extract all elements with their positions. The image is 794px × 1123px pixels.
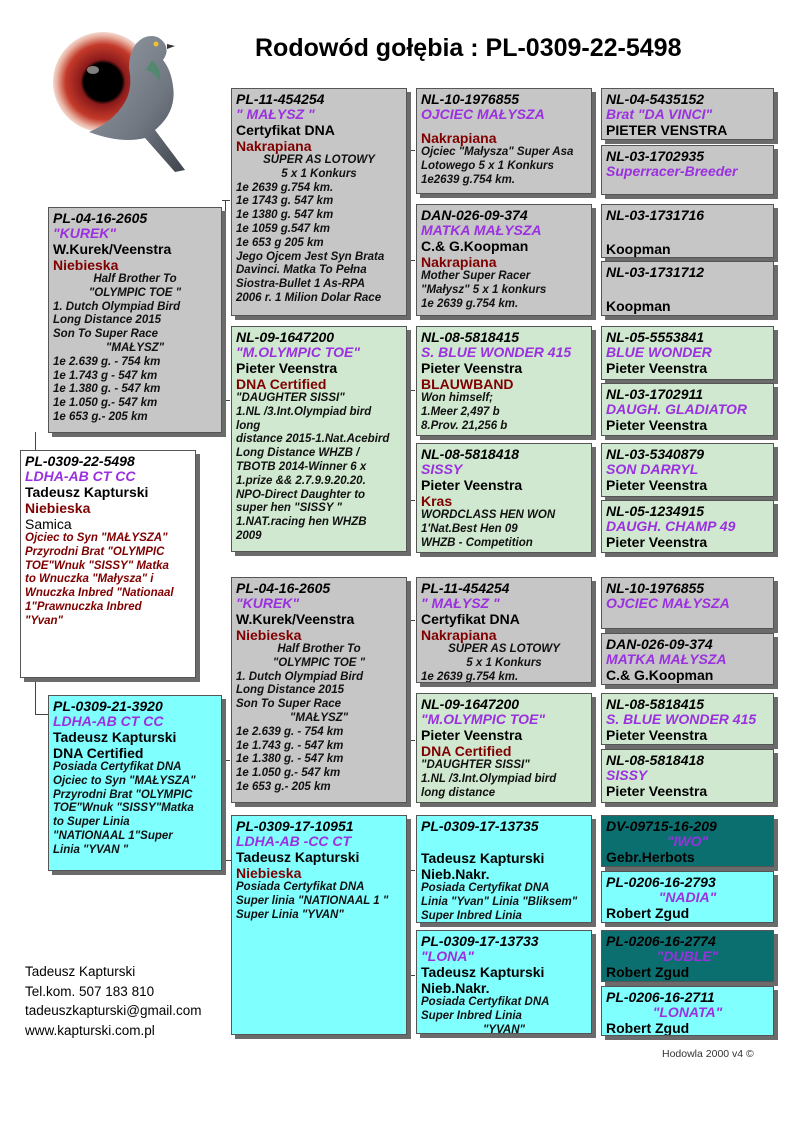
- note: Mother Super Racer: [421, 270, 531, 282]
- feather-color: Nakrapiana: [421, 254, 497, 270]
- note: 5 x 1 Konkurs: [281, 167, 357, 180]
- pigeon-name: LDHA-AB CT CC: [25, 468, 136, 484]
- owner: Tadeusz Kapturski: [236, 849, 360, 865]
- pigeon-name: DAUGH. GLADIATOR: [606, 401, 748, 417]
- owner: W.Kurek/Veenstra: [53, 241, 172, 257]
- contact-phone: Tel.kom. 507 183 810: [25, 983, 155, 999]
- pigeon-name: "LONATA": [652, 1004, 723, 1020]
- note: 1e 2.639 g. - 754 km: [236, 725, 344, 738]
- contact-email[interactable]: tadeuszkapturski@gmail.com: [25, 1003, 202, 1018]
- note: 1e 1.380 g. - 547 km: [53, 383, 161, 396]
- pigeon-name: S. BLUE WONDER 415: [606, 711, 757, 727]
- owner: Tadeusz Kapturski: [421, 850, 545, 866]
- ggp-card[interactable]: [416, 577, 592, 683]
- connector: [225, 200, 226, 400]
- note: 1e2639 g.754 km.: [421, 173, 515, 186]
- connector: [407, 390, 415, 391]
- owner: Pieter Veenstra: [606, 417, 708, 433]
- father-card[interactable]: [48, 207, 222, 433]
- note: TOE"Wnuk "SISSY" Matka: [25, 559, 169, 572]
- gggp-card[interactable]: [601, 930, 774, 982]
- ring-number: PL-0309-17-10951: [236, 818, 354, 834]
- gggp-card[interactable]: [601, 88, 774, 140]
- pigeon-name: SON DARRYL: [606, 461, 699, 477]
- ring-number: NL-05-5553841: [606, 329, 705, 345]
- note: 1e 653 g.- 205 km: [236, 780, 331, 793]
- pigeon-name: S. BLUE WONDER 415: [421, 344, 572, 360]
- gggp-card[interactable]: [601, 693, 774, 745]
- note: Przyrodni Brat "OLYMPIC: [25, 545, 165, 558]
- owner: C.& G.Koopman: [421, 238, 529, 254]
- gggp-card[interactable]: [601, 871, 774, 923]
- note: 1e 1380 g. 547 km: [236, 209, 334, 222]
- note: Posiada Certyfikat DNA: [421, 996, 550, 1008]
- note: Posiada Certyfikat DNA: [236, 881, 365, 893]
- note: 1e 2639 g.754 km.: [421, 670, 519, 683]
- pigeon-name: "NADIA": [658, 889, 717, 905]
- gggp-card[interactable]: [601, 577, 774, 629]
- owner: Certyfikat DNA: [421, 611, 520, 627]
- note: Lotowego 5 x 1 Konkurs: [421, 159, 554, 172]
- feather-color: Nakrapiana: [236, 138, 312, 154]
- feather-color: DNA Certified: [236, 376, 327, 392]
- note: Long Distance 2015: [53, 314, 162, 327]
- gggp-card[interactable]: [601, 443, 774, 497]
- ring-number: PL-0206-16-2793: [606, 874, 716, 890]
- note: 1. Dutch Olympiad Bird: [53, 300, 181, 313]
- connector: [35, 432, 36, 452]
- ring-number: NL-10-1976855: [421, 91, 520, 107]
- gggp-card[interactable]: [601, 500, 774, 553]
- subject-card[interactable]: [20, 450, 196, 678]
- ring-number: NL-08-5818415: [421, 329, 520, 345]
- connector: [407, 620, 415, 621]
- owner: Pieter Veenstra: [421, 360, 523, 376]
- ring-number: NL-03-1702935: [606, 148, 705, 164]
- note: Long Distance 2015: [236, 684, 345, 697]
- ggp-card[interactable]: [416, 930, 592, 1034]
- note: 1e 653 g 205 km: [236, 236, 324, 249]
- feather-color: Kras: [421, 493, 453, 509]
- note: 1e 1.380 g. - 547 km: [236, 753, 344, 766]
- gggp-card[interactable]: [601, 986, 774, 1036]
- note: super hen "SISSY ": [236, 502, 342, 515]
- connector: [407, 260, 415, 261]
- owner: Certyfikat DNA: [236, 122, 335, 138]
- note: 1"Prawnuczka Inbred: [25, 600, 142, 613]
- pigeon-name: "M.OLYMPIC TOE": [421, 711, 545, 727]
- note: 1e 653 g.- 205 km: [53, 410, 148, 423]
- pigeon-name: SISSY: [421, 461, 463, 477]
- note: Won himself;: [421, 392, 493, 404]
- note: "DAUGHTER SISSI": [236, 392, 345, 404]
- note: distance 2015-1.Nat.Acebird: [236, 433, 390, 446]
- note: 2006 r. 1 Milion Dolar Race: [236, 291, 382, 304]
- feather-color: Nieb.Nakr.: [421, 980, 490, 996]
- feather-color: BLAUWBAND: [421, 376, 514, 392]
- owner: Pieter Veenstra: [606, 360, 708, 376]
- ring-number: NL-03-1731716: [606, 207, 705, 223]
- note: "YVAN": [482, 1023, 525, 1034]
- note: 5 x 1 Konkurs: [466, 656, 542, 669]
- note: Ojciec "Małysza" Super Asa: [421, 146, 574, 158]
- note: Siostra-Bullet 1 As-RPA: [236, 278, 366, 291]
- note: Son To Super Race: [53, 328, 159, 341]
- pigeon-name: "DUBLE": [656, 948, 719, 964]
- note: 1e 1743 g. 547 km: [236, 195, 334, 208]
- ring-number: NL-04-5435152: [606, 91, 705, 107]
- pigeon-name: "IWO": [666, 833, 709, 849]
- connector: [222, 760, 230, 761]
- connector: [407, 975, 415, 976]
- note: "MAŁYSZ": [105, 341, 165, 354]
- note: Long Distance WHZB /: [236, 447, 360, 460]
- pigeon-eye-logo: [48, 30, 198, 178]
- contact-website[interactable]: www.kapturski.com.pl: [25, 1022, 155, 1038]
- connector: [407, 740, 415, 741]
- feather-color: Niebieska: [53, 257, 119, 273]
- ring-number: DV-09715-16-209: [606, 818, 717, 834]
- feather-color: Niebieska: [236, 865, 302, 881]
- owner: Pieter Veenstra: [421, 727, 523, 743]
- feather-color: Nieb.Nakr.: [421, 866, 490, 882]
- ring-number: NL-05-1234915: [606, 503, 705, 519]
- ring-number: PL-0309-21-3920: [53, 698, 163, 714]
- note: "MAŁYSZ": [289, 711, 349, 724]
- ggp-card[interactable]: [416, 443, 592, 553]
- feather-color: Nakrapiana: [421, 627, 497, 643]
- maternal-grandmother-card[interactable]: [231, 815, 407, 1035]
- paternal-grandfather-card[interactable]: [231, 88, 407, 316]
- pigeon-name: DAUGH. CHAMP 49: [606, 518, 736, 534]
- owner: PIETER VENSTRA: [606, 122, 728, 138]
- ring-number: NL-08-5818418: [606, 752, 705, 768]
- certificate: DNA Certified: [53, 745, 144, 761]
- ring-number: PL-11-454254: [421, 580, 510, 596]
- note: Super Inbred Linia: [421, 1009, 522, 1022]
- note: 1e 1.050 g.- 547 km: [53, 397, 158, 410]
- connector: [222, 200, 230, 201]
- ring-number: DAN-026-09-374: [421, 207, 528, 223]
- ring-number: NL-08-5818415: [606, 696, 705, 712]
- paternal-grandmother-card[interactable]: [231, 326, 407, 552]
- pigeon-name: OJCIEC MAŁYSZA: [421, 106, 545, 122]
- ring-number: NL-09-1647200: [236, 329, 335, 345]
- contact-name: Tadeusz Kapturski: [25, 964, 136, 979]
- owner: Pieter Veenstra: [606, 727, 708, 743]
- gggp-card[interactable]: [601, 383, 774, 436]
- gggp-card[interactable]: [601, 633, 774, 685]
- note: Davinci. Matka To Pełna: [236, 264, 367, 277]
- note: 1. Dutch Olympiad Bird: [236, 670, 364, 683]
- pigeon-name: LDHA-AB CT CC: [53, 713, 164, 729]
- note: SUPER AS LOTOWY: [263, 154, 375, 166]
- ggp-card[interactable]: [416, 693, 592, 803]
- connector: [407, 150, 415, 151]
- pigeon-name: MATKA MAŁYSZA: [606, 651, 727, 667]
- note: 1.prize && 2.7.9.9.20.20.: [236, 474, 366, 487]
- note: 2009: [236, 529, 262, 542]
- pigeon-name: OJCIEC MAŁYSZA: [606, 595, 730, 611]
- note: "OLYMPIC TOE ": [88, 286, 182, 299]
- note: "Yvan": [25, 614, 63, 627]
- page-title: Rodowód gołębia : PL-0309-22-5498: [255, 34, 682, 62]
- ggp-card[interactable]: [416, 204, 592, 316]
- owner: Pieter Veenstra: [236, 360, 338, 376]
- ring-number: NL-03-1702911: [606, 386, 704, 402]
- note: Half Brother To: [277, 643, 361, 655]
- ring-number: DAN-026-09-374: [606, 636, 713, 652]
- sex: Samica: [25, 516, 72, 532]
- ring-number: PL-04-16-2605: [236, 580, 331, 596]
- ring-number: PL-0206-16-2711: [606, 989, 715, 1005]
- owner: Robert Zgud: [606, 1020, 690, 1036]
- gggp-card[interactable]: [601, 815, 774, 867]
- gggp-card[interactable]: [601, 326, 774, 380]
- note: 1.NAT.racing hen WHZB: [236, 516, 367, 529]
- note: 1e 1.743 g. - 547 km: [236, 739, 344, 752]
- note: TOE"Wnuk "SISSY"Matka: [53, 802, 194, 815]
- ring-number: NL-03-5340879: [606, 446, 705, 462]
- pigeon-name: Superracer-Breeder: [606, 163, 738, 179]
- note: Son To Super Race: [236, 698, 342, 711]
- note: Linia "YVAN ": [53, 843, 129, 856]
- gggp-card[interactable]: [601, 145, 774, 195]
- note: "Małysz" 5 x 1 konkurs: [421, 283, 547, 296]
- connector: [222, 400, 230, 401]
- ring-number: NL-03-1731712: [606, 264, 705, 280]
- note: Super Linia "YVAN": [236, 908, 344, 921]
- note: 1'Nat.Best Hen 09: [421, 522, 518, 535]
- pigeon-name: Brat "DA VINCI": [606, 106, 713, 122]
- contact-block: [25, 962, 202, 1040]
- note: Jego Ojcem Jest Syn Brata: [236, 250, 385, 263]
- mother-card[interactable]: [48, 695, 222, 871]
- note: Ojciec to Syn "MAŁYSZA": [25, 532, 168, 544]
- note: to Super Linia: [53, 816, 130, 829]
- owner: Koopman: [606, 241, 671, 257]
- pigeon-name: LDHA-AB -CC CT: [236, 833, 352, 849]
- ring-number: PL-0206-16-2774: [606, 933, 716, 949]
- pigeon-name: "KUREK": [236, 595, 300, 611]
- owner: Tadeusz Kapturski: [25, 484, 149, 500]
- gggp-card[interactable]: [601, 749, 774, 803]
- note: 1e 2639 g.754 km.: [236, 181, 334, 194]
- note: Super Inbred Linia: [421, 909, 522, 922]
- note: SUPER AS LOTOWY: [448, 643, 560, 655]
- ring-number: PL-04-16-2605: [53, 210, 148, 226]
- connector: [35, 714, 49, 715]
- pigeon-name: "M.OLYMPIC TOE": [236, 344, 360, 360]
- note: Przyrodni Brat "OLYMPIC: [53, 788, 193, 801]
- pigeon-name: BLUE WONDER: [606, 344, 712, 360]
- footer-note: Hodowla 2000 v4 ©: [662, 1048, 754, 1060]
- owner: C.& G.Koopman: [606, 667, 714, 683]
- owner: Tadeusz Kapturski: [421, 964, 545, 980]
- note: 1e 1059 g.547 km: [236, 222, 330, 235]
- feather-color: Nakrapiana: [421, 130, 497, 146]
- ring-number: PL-0309-22-5498: [25, 453, 135, 469]
- connector: [407, 500, 415, 501]
- gggp-card[interactable]: [601, 261, 774, 316]
- note: long: [236, 419, 261, 432]
- note: 1e 1.050 g.- 547 km: [236, 767, 341, 780]
- owner: Pieter Veenstra: [606, 783, 708, 799]
- note: 1e 2639 g.754 km.: [421, 297, 519, 310]
- ring-number: NL-10-1976855: [606, 580, 705, 596]
- owner: Robert Zgud: [606, 905, 690, 921]
- note: 8.Prov. 21,256 b: [421, 419, 508, 432]
- connector: [225, 760, 226, 860]
- pigeon-name: " MAŁYSZ ": [421, 595, 500, 611]
- note: 1.NL /3.Int.Olympiad bird: [421, 772, 557, 785]
- owner: Robert Zgud: [606, 964, 690, 980]
- note: 1.Meer 2,497 b: [421, 405, 500, 418]
- note: Wnuczka Inbred "Nationaal: [25, 587, 174, 600]
- owner: W.Kurek/Veenstra: [236, 611, 355, 627]
- note: WHZB - Competition: [421, 536, 533, 549]
- pigeon-name: SISSY: [606, 767, 648, 783]
- note: long distance: [421, 786, 496, 799]
- note: Linia "Yvan" Linia "Bliksem": [421, 895, 578, 908]
- ring-number: PL-0309-17-13733: [421, 933, 539, 949]
- note: "DAUGHTER SISSI": [421, 759, 530, 771]
- note: Posiada Certyfikat DNA: [421, 882, 550, 894]
- owner: Tadeusz Kapturski: [53, 729, 177, 745]
- note: 1e 1.743 g - 547 km: [53, 369, 158, 382]
- note: TBOTB 2014-Winner 6 x: [236, 460, 367, 473]
- feather-color: DNA Certified: [421, 743, 512, 759]
- note: 1.NL /3.Int.Olympiad bird: [236, 405, 372, 418]
- ring-number: NL-08-5818418: [421, 446, 520, 462]
- owner: Pieter Veenstra: [606, 534, 708, 550]
- note: 1e 2.639 g. - 754 km: [53, 355, 161, 368]
- ring-number: PL-0309-17-13735: [421, 818, 539, 834]
- feather-color: Niebieska: [25, 500, 91, 516]
- pigeon-name: " MAŁYSZ ": [236, 106, 315, 122]
- gggp-card[interactable]: [601, 204, 774, 258]
- owner: Koopman: [606, 298, 671, 314]
- note: Posiada Certyfikat DNA: [53, 761, 182, 773]
- note: WORDCLASS HEN WON: [421, 509, 556, 521]
- maternal-grandfather-card[interactable]: [231, 577, 407, 803]
- note: Half Brother To: [93, 273, 177, 285]
- note: to Wnuczka "Małysza" i: [25, 573, 154, 586]
- ggp-card[interactable]: [416, 88, 592, 194]
- ggp-card[interactable]: [416, 815, 592, 923]
- pigeon-name: "KUREK": [53, 225, 117, 241]
- note: "NATIONAAL 1"Super: [53, 829, 173, 842]
- note: Super linia "NATIONAAL 1 ": [236, 894, 389, 907]
- pigeon-name: "LONA": [421, 948, 474, 964]
- note: NPO-Direct Daughter to: [236, 488, 366, 501]
- owner: Pieter Veenstra: [421, 477, 523, 493]
- ring-number: NL-09-1647200: [421, 696, 520, 712]
- pigeon-name: MATKA MAŁYSZA: [421, 222, 542, 238]
- connector: [35, 678, 36, 714]
- note: Ojciec to Syn "MAŁYSZA": [53, 774, 196, 787]
- owner: Pieter Veenstra: [606, 477, 708, 493]
- note: "OLYMPIC TOE ": [272, 656, 366, 669]
- owner: Gebr.Herbots: [606, 849, 695, 865]
- connector: [407, 870, 415, 871]
- ggp-card[interactable]: [416, 326, 592, 436]
- ring-number: PL-11-454254: [236, 91, 325, 107]
- feather-color: Niebieska: [236, 627, 302, 643]
